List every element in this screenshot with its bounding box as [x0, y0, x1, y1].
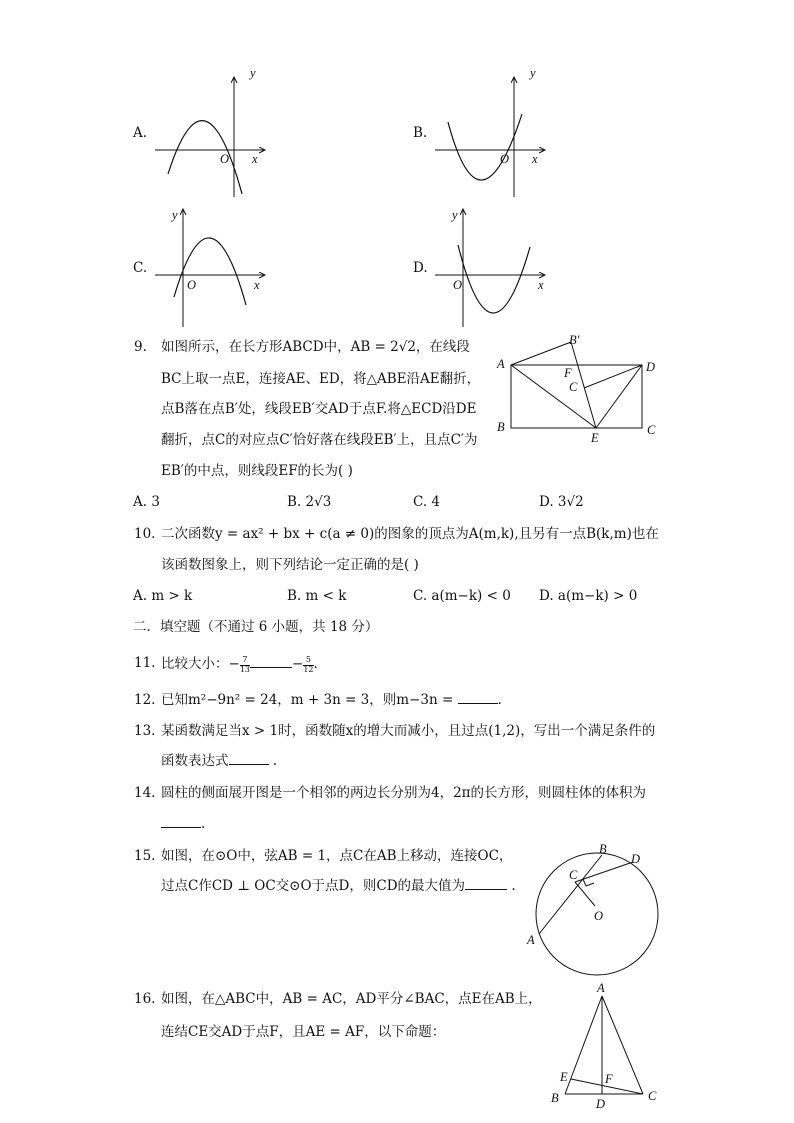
q9-line-4: 翻折，点C的对应点C′恰好落在线段EB′上，且点C′为	[161, 432, 478, 448]
label-A: A	[497, 357, 505, 371]
graph-option-b	[430, 62, 560, 202]
q16-line-2: 连结CE交AD于点F，且AE = AF，以下命题：	[161, 1024, 446, 1040]
q9-number: 9.	[134, 339, 147, 355]
parabola-curve	[168, 121, 242, 194]
x-axis-label: x	[254, 278, 260, 292]
x-axis-label: x	[252, 152, 258, 166]
q10-option-a: A. m > k	[133, 588, 193, 604]
q9-line-3: 点B落在点B′处，线段EB′交AD于点F.将△ECD沿DE	[161, 401, 477, 417]
q12-answer-blank[interactable]	[458, 703, 498, 704]
label-B-prime: B′	[569, 333, 580, 347]
label-D: D	[631, 852, 641, 866]
origin-label: O	[220, 152, 230, 166]
q11-prefix: 比较大小：−	[161, 656, 240, 672]
q15-line-2-text: 过点C作CD ⊥ OC交⊙O于点D，则CD的最大值为	[161, 878, 466, 894]
label-C: C	[647, 423, 656, 437]
q14-answer-blank[interactable]	[161, 827, 201, 828]
label-B: B	[497, 420, 505, 434]
q12-text: 已知m²−9n² = 24，m + 3n = 3，则m−3n =	[161, 692, 458, 708]
q13-suffix: .	[272, 753, 278, 769]
q14-line-1: 圆柱的侧面展开图是一个相邻的两边长分别为4，2π的长方形，则圆柱体的体积为	[161, 785, 647, 801]
q11-fraction-2: $\frac{5}{12}$	[303, 654, 314, 674]
option-c-label: C.	[133, 260, 148, 276]
q10-number: 10.	[134, 526, 156, 542]
y-axis-label: y	[530, 66, 536, 80]
label-A: A	[597, 981, 605, 995]
q13-number: 13.	[134, 723, 156, 739]
q13-answer-blank[interactable]	[229, 764, 269, 765]
q11-number: 11.	[134, 655, 156, 671]
x-axis-label: x	[532, 152, 538, 166]
q15-circle-figure	[520, 838, 670, 988]
label-D: D	[646, 360, 656, 374]
label-D: D	[596, 1097, 606, 1111]
q14-line-2	[161, 818, 205, 832]
graph-option-d	[430, 205, 560, 335]
q10-line-2: 该函数图象上，则下列结论一定正确的是( )	[161, 557, 419, 573]
origin-label: O	[187, 278, 197, 292]
option-d-label: D.	[413, 260, 428, 276]
x-axis-label: x	[538, 278, 544, 292]
y-axis-label: y	[452, 208, 458, 222]
q10-option-c: C. a(m−k) < 0	[413, 588, 511, 604]
label-A: A	[527, 933, 535, 947]
q13-line-1: 某函数满足当x > 1时，函数随x的增大而减小，且过点(1,2)，写出一个满足条件的	[161, 723, 656, 739]
origin-label: O	[453, 278, 463, 292]
origin-label: O	[500, 152, 510, 166]
q15-answer-blank[interactable]	[465, 889, 507, 890]
label-C: C	[648, 1089, 657, 1103]
label-B: B	[551, 1091, 559, 1105]
label-C-prime: C	[569, 380, 578, 394]
q9-rectangle-figure	[490, 330, 670, 450]
q12-number: 12.	[134, 692, 156, 708]
q13-line-2	[161, 755, 277, 769]
q15-suffix: .	[511, 878, 516, 894]
q15-line-1: 如图，在⊙O中，弦AB = 1，点C在AB上移动，连接OC，	[161, 848, 513, 864]
q10-option-b: B. m < k	[287, 588, 347, 604]
q14-suffix: .	[201, 816, 206, 832]
label-F: F	[605, 1072, 613, 1086]
q9-line-5: EB′的中点，则线段EF的长为( )	[161, 463, 353, 479]
q15-line-2	[161, 880, 516, 894]
label-E: E	[591, 431, 599, 445]
q9-line-1: 如图所示，在长方形ABCD中，AB = 2√2，在线段	[161, 339, 470, 355]
option-b-label: B.	[413, 125, 428, 141]
q11-answer-blank[interactable]	[250, 667, 292, 668]
q15-number: 15.	[134, 848, 156, 864]
label-F: F	[564, 366, 572, 380]
q10-line-1: 二次函数y = ax² + bx + c(a ≠ 0)的图象的顶点为A(m,k),且另有一点B(k,m)也在	[161, 526, 659, 542]
q11-content	[161, 651, 318, 677]
q9-option-b: B. 2√3	[287, 494, 332, 510]
q9-option-a: A. 3	[133, 494, 160, 510]
section-2-title: 二．填空题（不通过 6 小题，共 18 分）	[133, 619, 379, 635]
label-E: E	[560, 1070, 568, 1084]
label-C: C	[569, 868, 578, 882]
q9-option-d: D. 3√2	[539, 494, 584, 510]
option-a-label: A.	[133, 125, 148, 141]
q13-line-2-text: 函数表达式	[161, 753, 229, 769]
graph-option-c	[150, 205, 280, 335]
q14-number: 14.	[134, 785, 156, 801]
q9-line-2: BC上取一点E，连接AE、ED，将△ABE沿AE翻折，	[161, 371, 481, 387]
parabola-curve	[448, 114, 522, 180]
q11-suffix: .	[313, 656, 318, 672]
q9-option-c: C. 4	[413, 494, 441, 510]
graph-option-a	[150, 62, 280, 202]
y-axis-label: y	[172, 208, 178, 222]
q11-fraction-1: $\frac{7}{13}$	[239, 654, 250, 674]
label-B: B	[599, 842, 607, 856]
y-axis-label: y	[250, 66, 256, 80]
parabola-curve	[174, 238, 246, 305]
q16-number: 16.	[134, 991, 156, 1007]
parabola-curve	[458, 245, 530, 313]
q12-content	[161, 694, 502, 708]
q16-triangle-figure	[545, 980, 665, 1110]
q16-line-1: 如图，在△ABC中，AB = AC，AD平分∠BAC，点E在AB上，	[161, 991, 542, 1007]
label-O: O	[594, 909, 604, 923]
q12-suffix: .	[497, 692, 502, 708]
q11-mid: −	[292, 656, 304, 672]
q10-option-d: D. a(m−k) > 0	[539, 588, 638, 604]
